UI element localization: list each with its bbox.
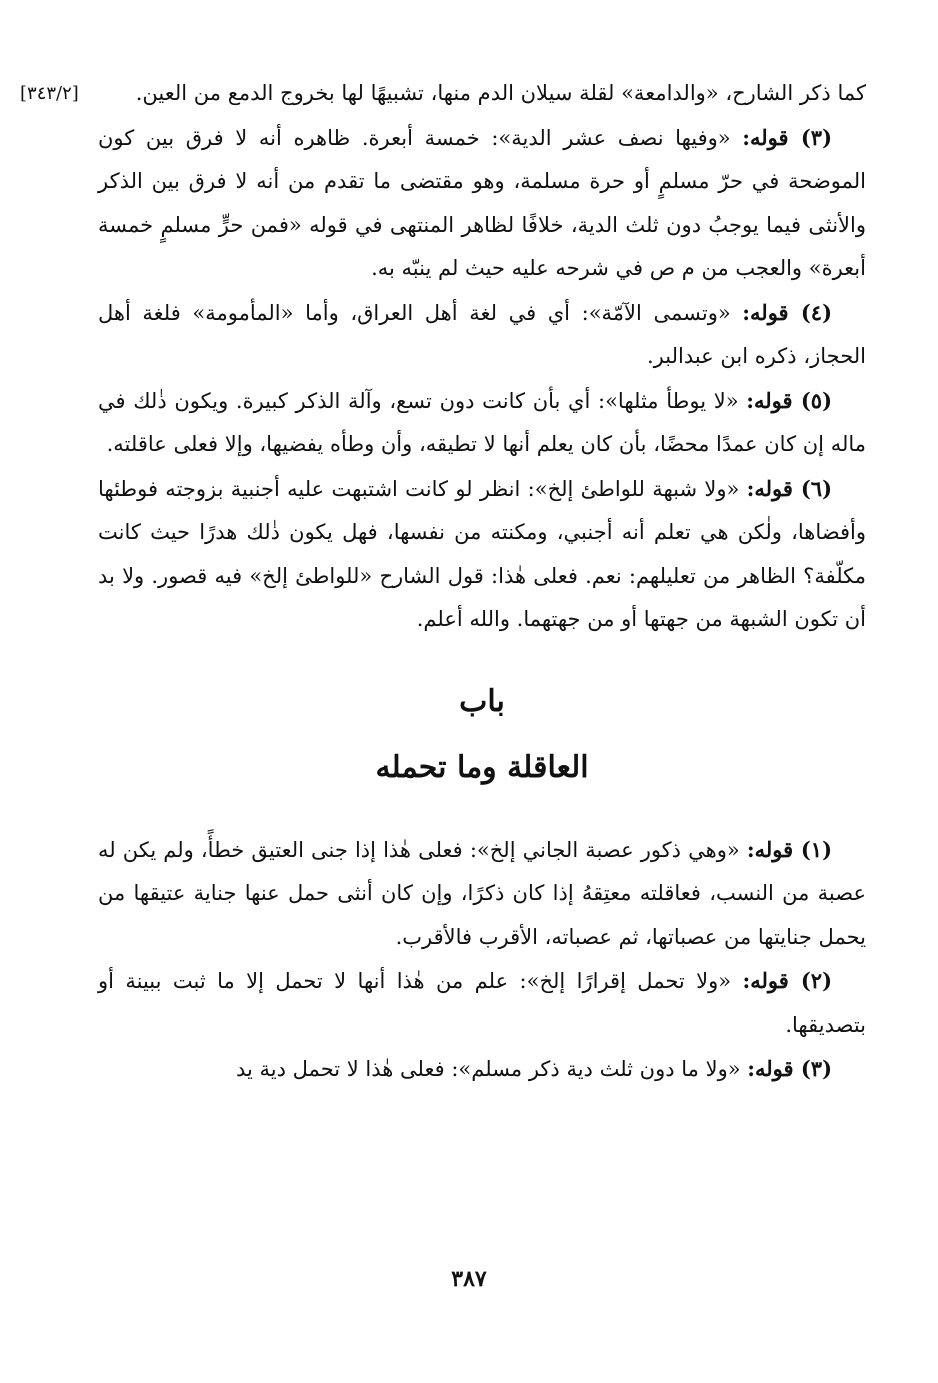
note-text: «وفيها نصف عشر الدية»: خمسة أبعرة. ظاهره أنه لا فرق بين كون الموضحة في حرّ مسلمٍ أو حرة مسلمة، وهو مقتضى ما تقدم من أنه لا فرق بين الذكر والأنثى فيما يوجبُ دون ثلث الدية، خلافًا لظاهر المنتهى في قوله «فمن حرٍّ مسلمٍ خمسة أبعرة» والعجب من م ص في شرحه عليه حيث لم ينبّه به. <box>98 125 866 280</box>
note-paragraph-5 <box>98 379 866 467</box>
note-paragraph-6 <box>98 467 866 642</box>
note-lead: (٣) قوله: <box>742 124 832 150</box>
note-lead: (٣) قوله: <box>747 1056 832 1081</box>
note-lead: (٢) قوله: <box>742 968 832 993</box>
note-lead: (٥) قوله: <box>746 387 833 413</box>
chapter-note-2 <box>98 959 866 1047</box>
chapter-note-1 <box>98 828 866 960</box>
page-number: ٣٨٧ <box>451 1266 487 1292</box>
note-text: «لا يوطأ مثلها»: أي بأن كانت دون تسع، وآلة الذكر كبيرة. ويكون ذٰلك في ماله إن كان عمدًا محضًا، بأن كان يعلم أنها لا تطيقه، وأن وطأه يفضيها، وإلا فعلى عاقلته. <box>98 388 866 456</box>
note-text: «وهي ذكور عصبة الجاني إلخ»: فعلى هٰذا إذا جنى العتيق خطأً، ولم يكن له عصبة من النسب، فعاقلته معتِقهُ إذا كان ذكرًا، وإن كان أنثى حمل عنها جناية عتيقها من يحمل جنايتها من عصباتها، ثم عصباته، الأقرب فالأقرب. <box>98 837 866 949</box>
note-lead: (٤) قوله: <box>742 299 832 325</box>
marginal-reference: [٣٤٣/٢] <box>20 83 79 104</box>
note-text: «ولا ما دون ثلث دية ذكر مسلم»: فعلى هٰذا لا تحمل دية يد <box>235 1057 748 1081</box>
chapter-heading-title: العاقلة وما تحمله <box>375 749 589 785</box>
chapter-heading-bab: باب <box>459 683 505 719</box>
note-text: «ولا تحمل إقرارًا إلخ»: علم من هٰذا أنها لا تحمل إلا ما ثبت ببينة أو بتصديقها. <box>98 969 866 1037</box>
note-text: «ولا شبهة للواطئ إلخ»: انظر لو كانت اشتبهت عليه أجنبية بزوجته فوطئها وأفضاها، ولٰكن هي تعلم أنه أجنبي، ومكنته من نفسها، فهل يكون ذٰلك هدرًا حيث كانت مكلّفة؟ الظاهر من تعليلهم: نعم. فعلى هٰذا: قول الشارح «للواطئ إلخ» فيه قصور. ولا بد أن تكون الشبهة من جهتها أو من جهتهما. والله أعلم. <box>98 476 866 631</box>
note-paragraph-3 <box>98 116 866 291</box>
note-text: «وتسمى الآمّة»: أي في لغة أهل العراق، وأما «المأمومة» فلغة أهل الحجاز، ذكره ابن عبدالبر. <box>98 300 866 368</box>
note-paragraph-4 <box>98 291 866 379</box>
paragraph-continuation <box>20 72 866 116</box>
paragraph-text: كما ذكر الشارح، «والدامعة» لقلة سيلان الدم منها، تشبيهًا لها بخروج الدمع من العين. <box>135 81 866 105</box>
note-lead: (١) قوله: <box>746 836 832 862</box>
note-lead: (٦) قوله: <box>746 475 832 501</box>
page-body <box>20 72 866 1092</box>
chapter-note-3 <box>98 1047 866 1092</box>
